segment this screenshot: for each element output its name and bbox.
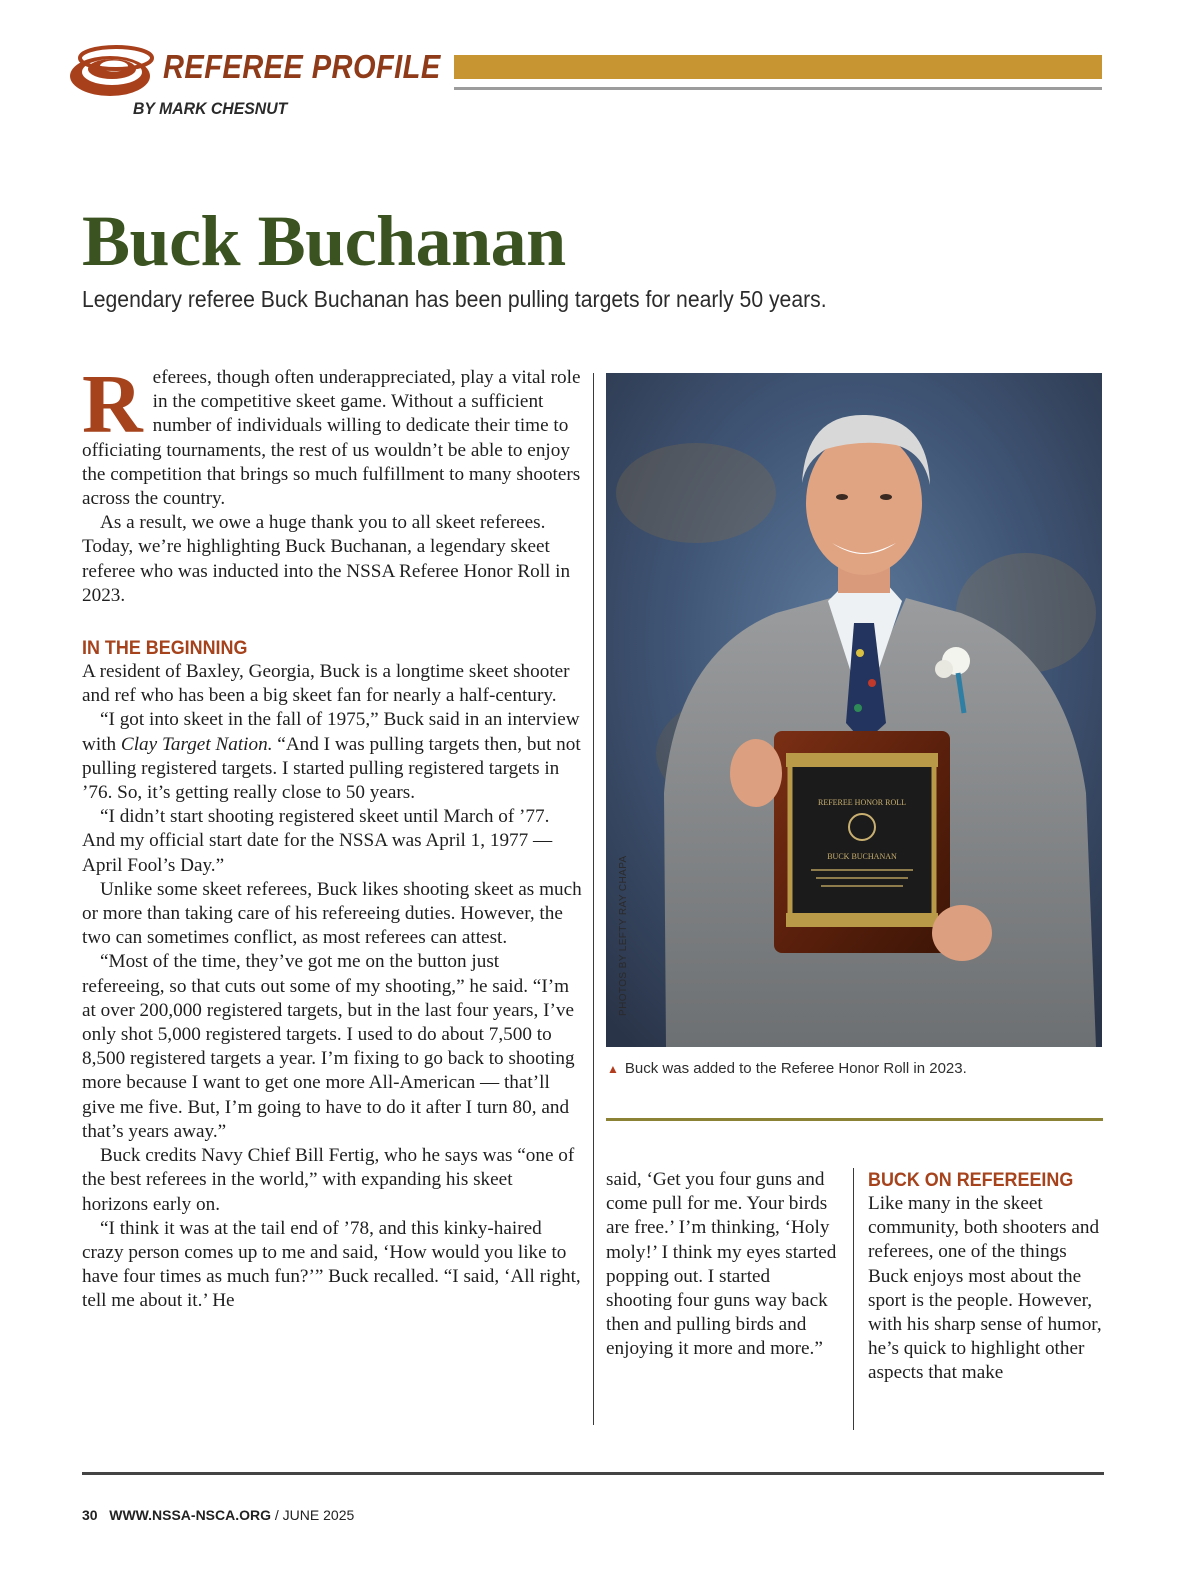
section-label: REFEREE PROFILE — [163, 48, 441, 85]
olive-rule — [606, 1118, 1103, 1121]
issue-date: / JUNE 2025 — [274, 1507, 355, 1523]
caption-triangle-icon: ▲ — [607, 1062, 619, 1076]
subhead-buck-on-refereeing: BUCK ON REFEREEING — [868, 1169, 1074, 1191]
photo-credit: PHOTOS BY LEFTY RAY CHAPA — [618, 855, 629, 1016]
publication-name: Clay Target Nation. — [120, 733, 273, 755]
article-subtitle: Legendary referee Buck Buchanan has been pulling targets for nearly 50 years. — [82, 286, 827, 312]
byline: BY MARK CHESNUT — [133, 99, 288, 118]
body-paragraph: “I didn’t start shooting registered skeet until March of ’77. And my official start date for the NSSA was April 1, 1977 — April Fool’s Day.” — [82, 806, 553, 876]
page-footer — [82, 1506, 354, 1524]
clay-target-logo-icon — [66, 42, 158, 102]
body-paragraph: Buck credits Navy Chief Bill Fertig, who he says was “one of the best referees in the world,” with expanding his skeet horizons early on. — [82, 1145, 575, 1215]
portrait-photo — [606, 373, 1102, 1047]
article-column-right — [868, 1168, 1102, 1386]
article-title: Buck Buchanan — [82, 201, 566, 281]
column-divider — [853, 1168, 854, 1430]
plaque-name: BUCK BUCHANAN — [827, 852, 897, 861]
body-paragraph: A resident of Baxley, Georgia, Buck is a longtime skeet shooter and ref who has been a big skeet fan for nearly a half-century. — [82, 661, 570, 707]
footer-rule — [82, 1472, 1104, 1475]
column-divider — [593, 373, 594, 1425]
body-paragraph: Like many in the skeet community, both shooters and referees, one of the things Buck enjoys most about the sport is the people. However, with his sharp sense of humor, he’s quick to highlight other aspects that make — [868, 1193, 1102, 1384]
page-number: 30 — [82, 1507, 98, 1523]
body-paragraph: said, ‘Get you four guns and come pull for me. Your birds are free.’ I’m thinking, ‘Holy moly!’ I think my eyes started popping out. I started shooting four guns way back then and pulling birds and enjoying it more and more.” — [606, 1169, 837, 1360]
plaque-heading: REFEREE HONOR ROLL — [818, 798, 906, 807]
subhead-in-the-beginning: IN THE BEGINNING — [82, 637, 248, 660]
body-paragraph: “Most of the time, they’ve got me on the button just refereeing, so that cuts out some of my shooting,” he said. “I’m at over 200,000 registered targets, but in the last four years, I’ve only shot 5,000 registered targets. I used to do about 7,500 to 8,500 registered targets a year. I’m fixing to go back to shooting more because I want to get one more All-American — that’ll give me five. But, I’m going to have to do it after I turn 80, and that’s years away.” — [82, 951, 575, 1142]
intro-paragraph-2: As a result, we owe a huge thank you to all skeet referees. Today, we’re highlighting Buck Buchanan, a legendary skeet referee who was inducted into the NSSA Referee Honor Roll in 2023. — [82, 512, 571, 606]
header-gold-bar — [454, 55, 1102, 79]
article-column-left — [82, 358, 582, 1314]
article-column-middle — [606, 1168, 838, 1362]
drop-cap: R — [82, 358, 143, 451]
body-paragraph: “I got into skeet in the fall of 1975,” Buck said in an interview with Clay Target Nation. “And I was pulling targets then, but not pulling registered targets. I started pulling registered targets in ’76. So, it’s getting really close to 50 years. — [82, 709, 581, 804]
body-paragraph: Unlike some skeet referees, Buck likes shooting skeet as much or more than taking care of his refereeing duties. However, the two can sometimes conflict, as most referees can attest. — [82, 878, 582, 949]
intro-paragraph: Referees, though often underappreciated, play a vital role in the competitive skeet game. Without a sufficient number of individuals willing to dedicate their time to officiating tournaments, the rest of us wouldn’t be able to enjoy the competition that brings so much fulfillment to many shooters across the country. — [82, 358, 581, 510]
photo-illustration — [606, 373, 1102, 1047]
body-paragraph: “I think it was at the tail end of ’78, and this kinky-haired crazy person comes up to me and said, ‘How would you like to have four times as much fun?’” Buck recalled. “I said, ‘All right, tell me about it.’ He — [82, 1217, 581, 1312]
photo-caption: ▲ Buck was added to the Referee Honor Roll in 2023. — [607, 1060, 967, 1077]
website-link[interactable]: WWW.NSSA-NSCA.ORG — [109, 1507, 272, 1523]
header-gray-line — [454, 87, 1102, 90]
